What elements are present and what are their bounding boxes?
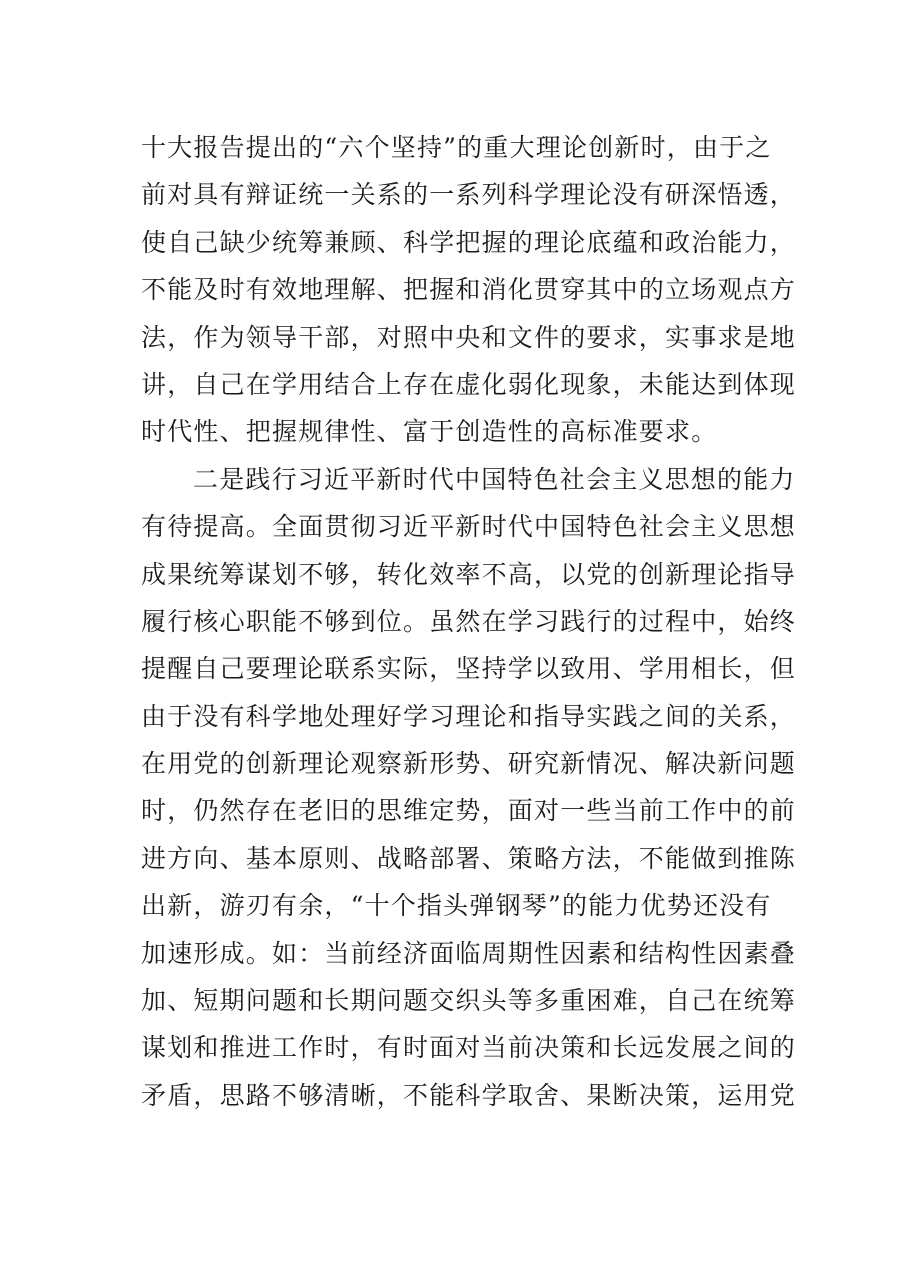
text-line: 由于没有科学地处理好学习理论和指导实践之间的关系，: [141, 701, 797, 731]
text-line: 讲，自己在学用结合上存在虚化弱化现象，未能达到体现: [141, 369, 797, 399]
text-line: 前对具有辩证统一关系的一系列科学理论没有研深悟透，: [141, 180, 797, 210]
text-line: 加、短期问题和长期问题交织头等多重困难，自己在统筹: [141, 986, 797, 1016]
text-line: 法，作为领导干部，对照中央和文件的要求，实事求是地: [141, 322, 797, 352]
text-line: 不能及时有效地理解、把握和消化贯穿其中的立场观点方: [141, 275, 797, 305]
paragraph-start-line: 二是践行习近平新时代中国特色社会主义思想的能力: [193, 464, 796, 494]
text-line: 谋划和推进工作时，有时面对当前决策和长远发展之间的: [141, 1033, 797, 1063]
text-line: 矛盾，思路不够清晰，不能科学取舍、果断决策，运用党: [141, 1080, 797, 1110]
text-line: 进方向、基本原则、战略部署、策略方法，不能做到推陈: [141, 843, 797, 873]
text-line: 在用党的创新理论观察新形势、研究新情况、解决新问题: [141, 749, 797, 779]
body-text: [141, 124, 797, 1119]
text-line: 时，仍然存在老旧的思维定势，面对一些当前工作中的前: [141, 796, 797, 826]
text-line: 有待提高。全面贯彻习近平新时代中国特色社会主义思想: [141, 512, 797, 542]
text-line: 出新，游刃有余，“十个指头弹钢琴”的能力优势还没有: [141, 891, 772, 921]
text-line: 提醒自己要理论联系实际，坚持学以致用、学用相长，但: [141, 654, 797, 684]
text-line: 使自己缺少统筹兼顾、科学把握的理论底蕴和政治能力，: [141, 227, 797, 257]
text-line: 十大报告提出的“六个坚持”的重大理论创新时，由于之: [141, 133, 772, 162]
text-line: 成果统筹谋划不够，转化效率不高，以党的创新理论指导: [141, 559, 797, 589]
text-line: 时代性、把握规律性、富于创造性的高标准要求。: [141, 417, 718, 447]
text-line: 加速形成。如：当前经济面临周期性因素和结构性因素叠: [141, 938, 797, 968]
text-line: 履行核心职能不够到位。虽然在学习践行的过程中，始终: [141, 606, 797, 636]
